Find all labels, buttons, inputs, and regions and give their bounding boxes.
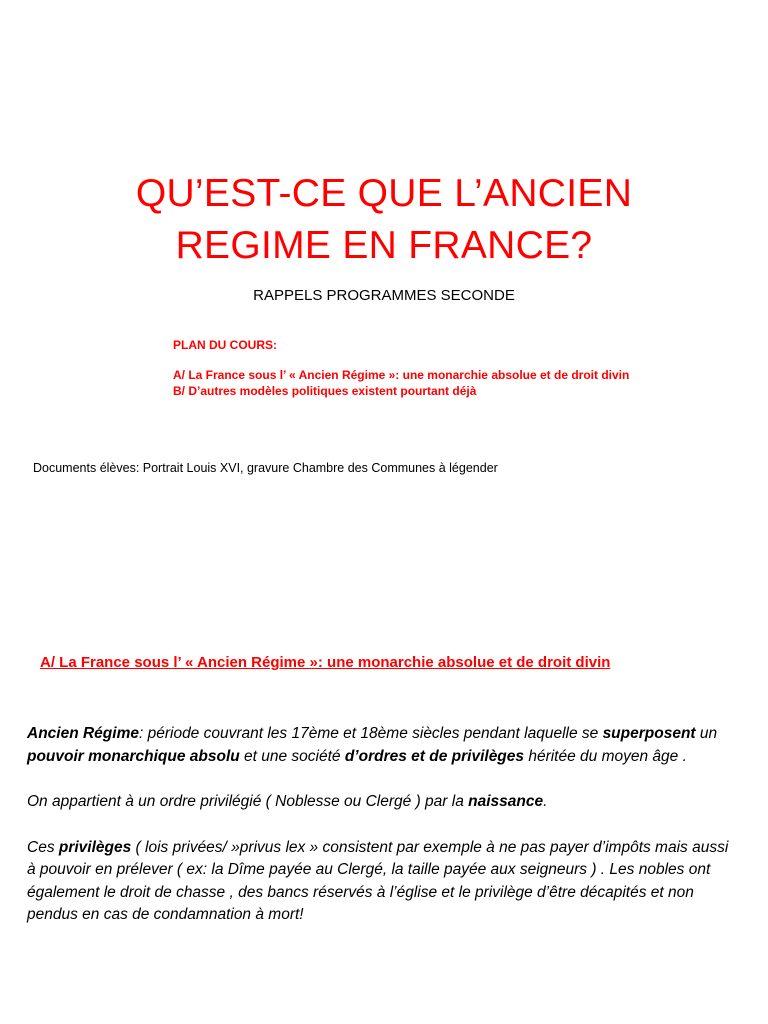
section-heading: A/ La France sous l’ « Ancien Régime »: une monarchie absolue et de droit divin — [40, 654, 611, 671]
text: et une société — [239, 747, 345, 765]
text: : période couvrant les 17ème et 18ème siècles pendant laquelle se — [138, 725, 603, 742]
emphasis: naissance — [468, 793, 544, 810]
plan-heading: PLAN DU COURS: — [173, 338, 277, 352]
emphasis: superposent — [602, 725, 696, 742]
paragraph-privileges — [27, 837, 733, 927]
emphasis: pouvoir monarchique absolu — [27, 747, 240, 765]
course-plan — [173, 337, 643, 399]
plan-item-b: B/ D’autres modèles politiques existent pourtant déjà — [173, 384, 477, 398]
text: On appartient à un ordre privilégié ( Noblesse ou Clergé ) par la — [27, 793, 469, 810]
paragraph-definition — [27, 723, 733, 768]
text: un — [695, 725, 718, 742]
text: ( lois privées/ »privus lex » consistent par exemple à ne pas payer d’impôts mais aussi à pouvoir en prélever ( ex: la Dîme payée au Clergé, la taille payée aux seigneurs ) . Les nobles ont également le droit de chasse , des bancs réservés à l’église et le privilège d’être décapités et non pendus en cas de condamnation à mort! — [27, 838, 729, 923]
paragraph-orders — [27, 791, 733, 814]
student-documents: Documents élèves: Portrait Louis XVI, gravure Chambre des Communes à légender — [33, 461, 498, 475]
text: . — [543, 793, 548, 810]
text: Ces — [27, 838, 59, 856]
title-line-2: REGIME EN FRANCE? — [175, 224, 593, 267]
section-body — [27, 723, 733, 950]
text: héritée du moyen âge . — [524, 747, 687, 765]
emphasis: privilèges — [58, 838, 132, 856]
subtitle: RAPPELS PROGRAMMES SECONDE — [253, 287, 515, 304]
plan-item-a: A/ La France sous l’ « Ancien Régime »: une monarchie absolue et de droit divin — [173, 368, 630, 382]
title-line-1: QU’EST-CE QUE L’ANCIEN — [135, 172, 633, 215]
page-title — [40, 168, 728, 272]
slide-section-a — [0, 512, 768, 1024]
term-ancien-regime: Ancien Régime — [27, 725, 139, 742]
emphasis: d’ordres et de privilèges — [344, 747, 525, 765]
